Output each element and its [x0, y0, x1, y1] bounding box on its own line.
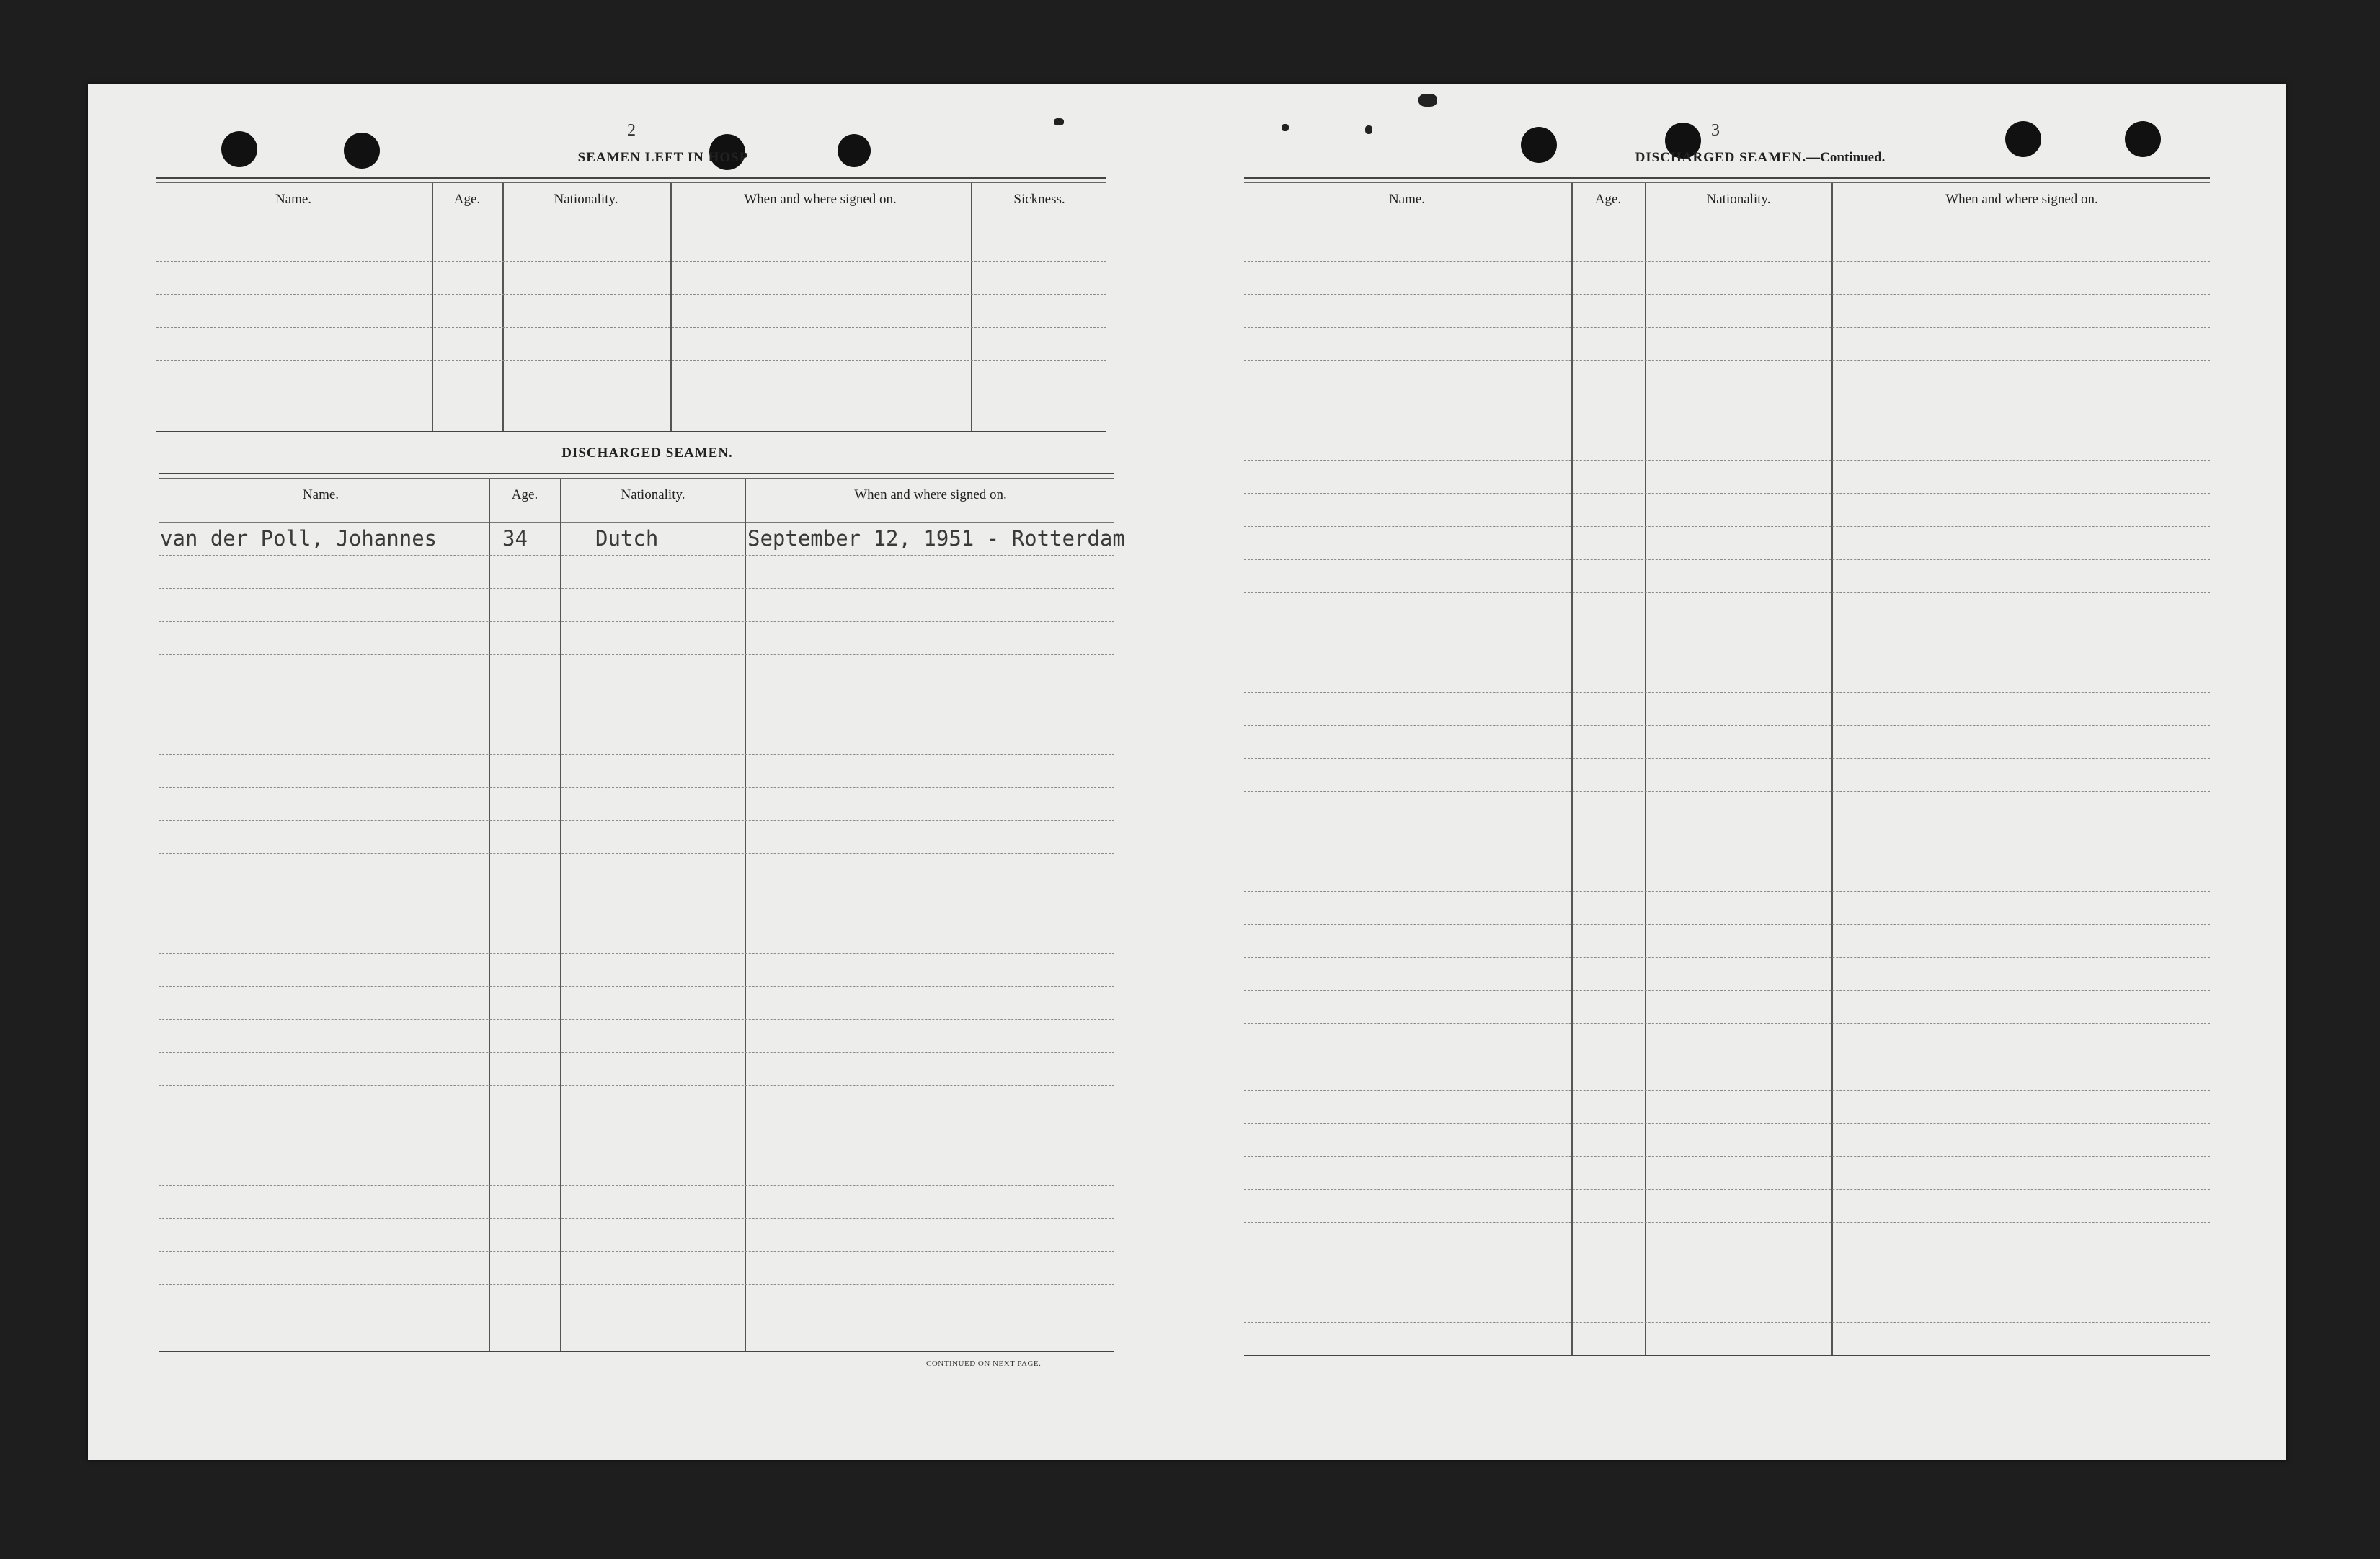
discharged-title-suffix: —Continued.: [1806, 150, 1886, 165]
discharged-continued-table: [1244, 177, 2210, 1359]
discharged-title-main: DISCHARGED SEAMEN.: [1635, 150, 1807, 165]
col-name: Name.: [1388, 192, 1426, 207]
col-age: Age.: [511, 487, 538, 502]
col-when-where: When and where signed on.: [744, 192, 897, 207]
page-number: 2: [627, 121, 636, 140]
col-age: Age.: [453, 192, 481, 207]
col-when-where: When and where signed on.: [1945, 192, 2098, 207]
discharged-table: [159, 473, 1125, 1352]
entry-age: 34: [502, 526, 528, 551]
discharged-continued-title: [1566, 150, 1955, 166]
punch-hole: [838, 134, 871, 167]
col-sickness: Sickness.: [1013, 192, 1065, 207]
punch-hole: [344, 133, 380, 169]
entry-signed-on: September 12, 1951 - Rotterdam: [747, 526, 1125, 551]
entry-name: van der Poll, Johannes: [160, 526, 438, 551]
punch-hole: [2005, 121, 2041, 157]
col-name: Name.: [302, 487, 339, 502]
ink-speck: [1282, 124, 1289, 131]
document-sheet: [88, 84, 2286, 1460]
hospital-section-title: SEAMEN LEFT IN HOSP: [577, 150, 749, 165]
punch-hole: [221, 131, 257, 167]
col-nationality: Nationality.: [1706, 192, 1771, 207]
col-nationality: Nationality.: [621, 487, 685, 502]
continued-note: CONTINUED ON NEXT PAGE.: [926, 1359, 1042, 1368]
punch-hole: [2125, 121, 2161, 157]
col-nationality: Nationality.: [554, 192, 618, 207]
hospital-table: [156, 177, 1106, 434]
punch-hole: [1521, 127, 1557, 163]
ink-speck: [1054, 118, 1064, 125]
col-name: Name.: [275, 192, 312, 207]
ink-speck: [1418, 94, 1437, 107]
col-age: Age.: [1594, 192, 1622, 207]
page-number: 3: [1711, 121, 1720, 140]
col-when-where: When and where signed on.: [854, 487, 1007, 502]
ink-speck: [1365, 125, 1372, 134]
discharged-section-title: DISCHARGED SEAMEN.: [561, 445, 733, 461]
entry-nationality: Dutch: [595, 526, 659, 551]
